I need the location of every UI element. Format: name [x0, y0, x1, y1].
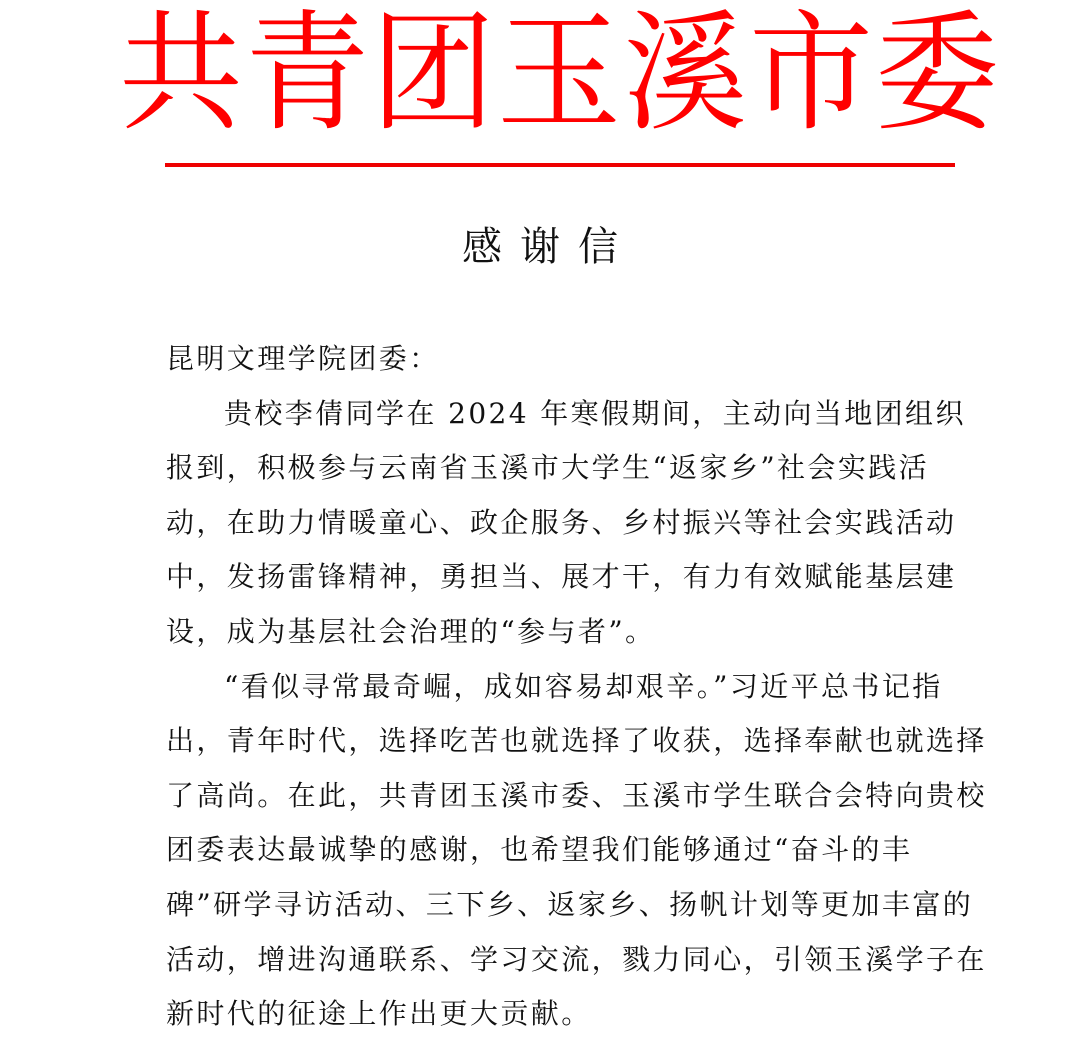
paragraph-line: 了高尚。在此，共青团玉溪市委、玉溪市学生联合会特向贵校 [166, 778, 987, 812]
paragraph-line: 碑”研学寻访活动、三下乡、返家乡、扬帆计划等更加丰富的 [166, 887, 974, 921]
letterhead-red-rule [165, 163, 955, 167]
letterhead [119, 0, 1002, 150]
paragraph-line: “看似寻常最奇崛，成如容易却艰辛。”习近平总书记指 [224, 669, 943, 703]
paragraph-line: 团委表达最诚挚的感谢，也希望我们能够通过“奋斗的丰 [166, 833, 913, 867]
paragraph-line: 贵校李倩同学在 2024 年寒假期间，主动向当地团组织 [224, 396, 966, 430]
paragraph-line: 报到，积极参与云南省玉溪市大学生“返家乡”社会实践活 [166, 451, 930, 485]
document-title: 感谢信 [462, 224, 636, 270]
letter-body [166, 332, 987, 1042]
paragraph-line: 动，在助力情暖童心、政企服务、乡村振兴等社会实践活动 [166, 505, 957, 539]
salutation: 昆明文理学院团委： [166, 342, 440, 375]
paragraph-line: 设，成为基层社会治理的“参与者”。 [166, 614, 656, 648]
paragraph-2 [166, 660, 987, 1042]
paragraph-line: 活动，增进沟通联系、学习交流，戮力同心，引领玉溪学子在 [166, 942, 987, 976]
letterhead-title: 共青团玉溪市委 [119, 0, 1002, 150]
paragraph-line: 中，发扬雷锋精神，勇担当、展才干，有力有效赋能基层建 [166, 560, 957, 594]
paragraph-line: 出，青年时代，选择吃苦也就选择了收获，选择奉献也就选择 [166, 724, 987, 758]
paragraph-1 [166, 387, 966, 660]
paragraph-line: 新时代的征途上作出更大贡献。 [166, 997, 592, 1031]
